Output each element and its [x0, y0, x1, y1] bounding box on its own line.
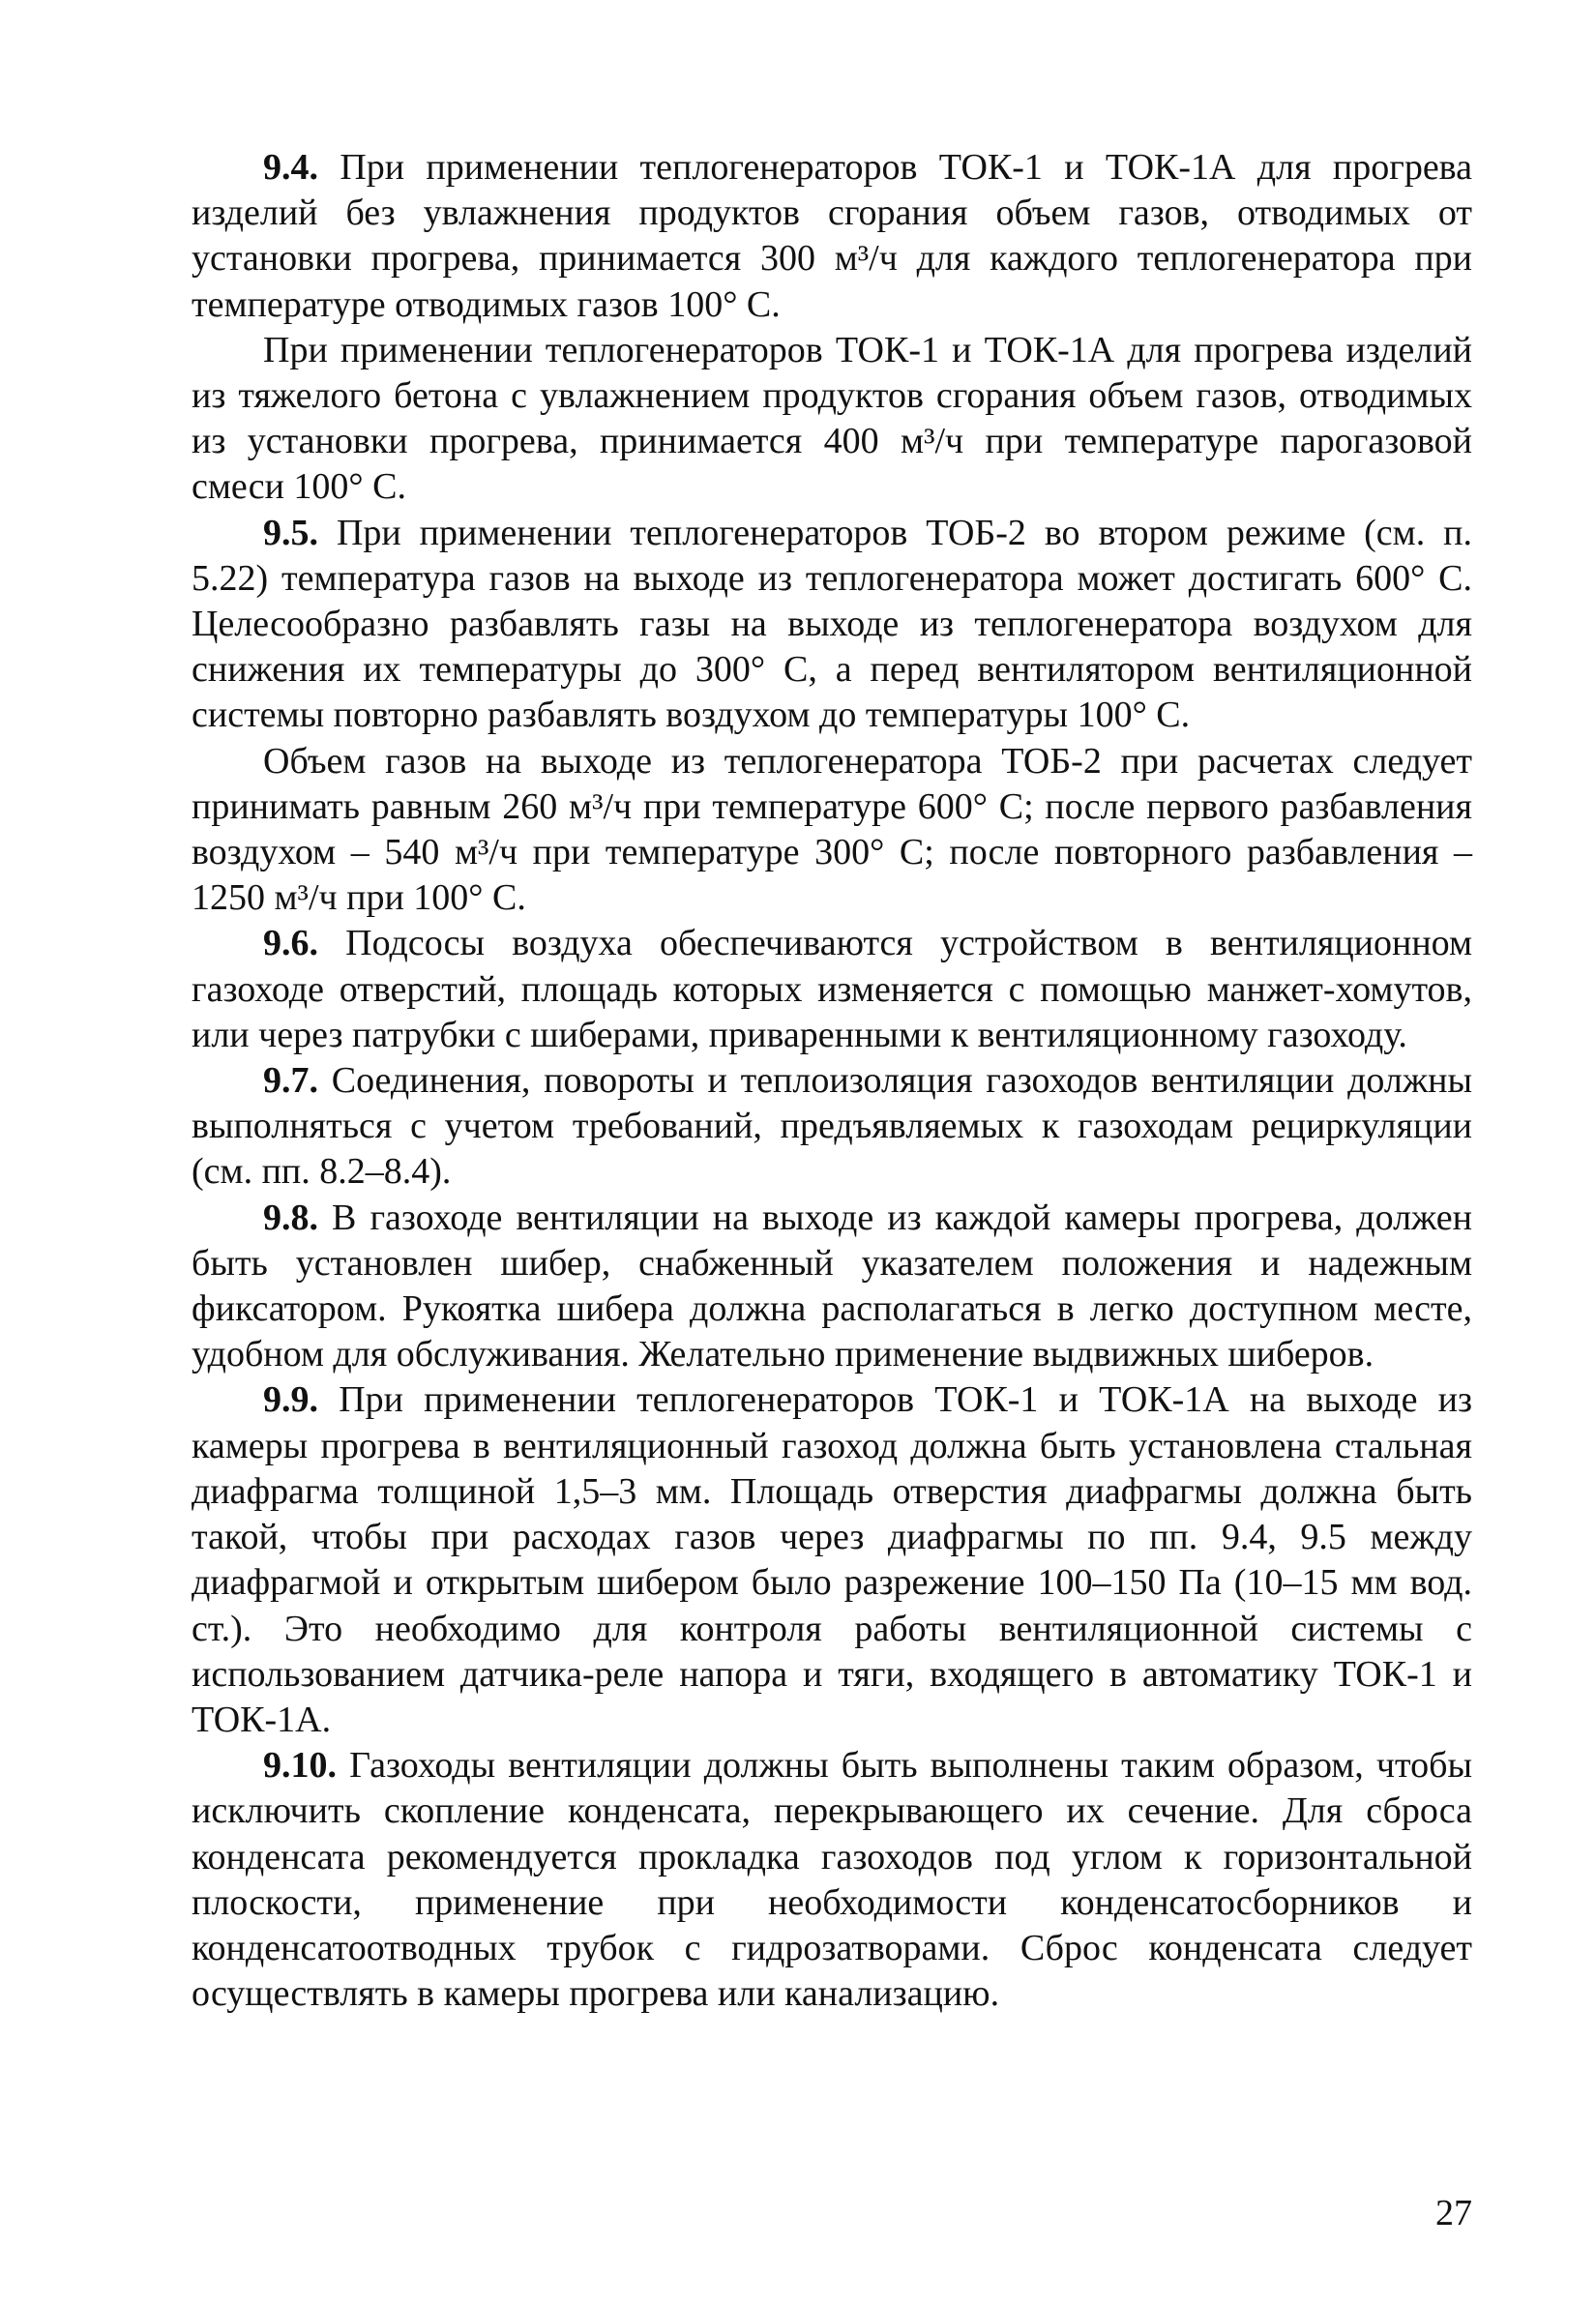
paragraph-text: Подсосы воздуха обеспечиваются устройством в вентиляционном газоходе отверстий, площадь которых изменяется с помощью манжет-хомутов, или через патрубки с шиберами, приваренными к вентиляционному газоходу. — [192, 923, 1472, 1055]
clause-number: 9.9. — [263, 1379, 318, 1421]
paragraph-9-5 — [192, 511, 1472, 739]
paragraph-9-8 — [192, 1196, 1472, 1378]
paragraph-text: При применении теплогенераторов ТОБ-2 во втором режиме (см. п. 5.22) температура газов на выходе из теплогенератора может достигать 600° С. Целесообразно разбавлять газы на выходе из теплогенератора воздухом для снижения их температуры до 300° С, а перед вентилятором вентиляционной системы повторно разбавлять воздухом до температуры 100° С. — [192, 512, 1472, 736]
paragraph-9-6 — [192, 921, 1472, 1058]
clause-number: 9.4. — [263, 147, 318, 188]
paragraph-9-4-continued — [192, 328, 1472, 511]
paragraph-text: При применении теплогенераторов ТОК-1 и ТОК-1А для прогрева изделий из тяжелого бетона с увлажнением продуктов сгорания объем газов, отводимых из установки прогрева, принимается 400 м³/ч при температуре парогазовой смеси 100° С. — [192, 329, 1472, 508]
clause-number: 9.10. — [263, 1745, 337, 1787]
clause-number: 9.8. — [263, 1197, 318, 1238]
paragraph-text: При применении теплогенераторов ТОК-1 и ТОК-1А для прогрева изделий без увлажнения продуктов сгорания объем газов, отводимых от установки прогрева, принимается 300 м³/ч для каждого теплогенератора при температуре отводимых газов 100° С. — [192, 147, 1472, 325]
paragraph-text: В газоходе вентиляции на выходе из каждой камеры прогрева, должен быть установлен шибер, снабженный указателем положения и надежным фиксатором. Рукоятка шибера должна располагаться в легко доступном месте, удобном для обслуживания. Желательно применение выдвижных шиберов. — [192, 1197, 1472, 1375]
paragraph-text: Газоходы вентиляции должны быть выполнены таким образом, чтобы исключить скопление конденсата, перекрывающего их сечение. Для сброса конденсата рекомендуется прокладка газоходов под углом к горизонтальной плоскости, применение при необходимости конденсатосборников и конденсатоотводных трубок с гидрозатворами. Сброс конденсата следует осуществлять в камеры прогрева или канализацию. — [192, 1745, 1472, 2015]
paragraph-9-10 — [192, 1743, 1472, 2017]
clause-number: 9.5. — [263, 512, 318, 553]
clause-number: 9.7. — [263, 1060, 318, 1102]
paragraph-text: Соединения, повороты и теплоизоляция газоходов вентиляции должны выполняться с учетом требований, предъявляемых к газоходам рециркуляции (см. пп. 8.2–8.4). — [192, 1060, 1472, 1193]
paragraph-9-7 — [192, 1058, 1472, 1196]
paragraph-text: При применении теплогенераторов ТОК-1 и ТОК-1А на выходе из камеры прогрева в вентиляционный газоход должна быть установлена стальная диафрагма толщиной 1,5–3 мм. Площадь отверстия диафрагмы должна быть такой, чтобы при расходах газов через диафрагмы по пп. 9.4, 9.5 между диафрагмой и открытым шибером было разрежение 100–150 Па (10–15 мм вод. ст.). Это необходимо для контроля работы вентиляционной системы с использованием датчика-реле напора и тяги, входящего в автоматику ТОК-1 и ТОК-1А. — [192, 1379, 1472, 1740]
document-body — [192, 145, 1472, 2017]
paragraph-9-4 — [192, 145, 1472, 328]
clause-number: 9.6. — [263, 923, 318, 964]
page-number: 27 — [1435, 2193, 1472, 2233]
paragraph-9-9 — [192, 1377, 1472, 1743]
paragraph-9-5-continued — [192, 739, 1472, 922]
paragraph-text: Объем газов на выходе из теплогенератора ТОБ-2 при расчетах следует принимать равным 260 м³/ч при температуре 600° С; после первого разбавления воздухом – 540 м³/ч при температуре 300° С; после повторного разбавления – 1250 м³/ч при 100° С. — [192, 740, 1472, 919]
